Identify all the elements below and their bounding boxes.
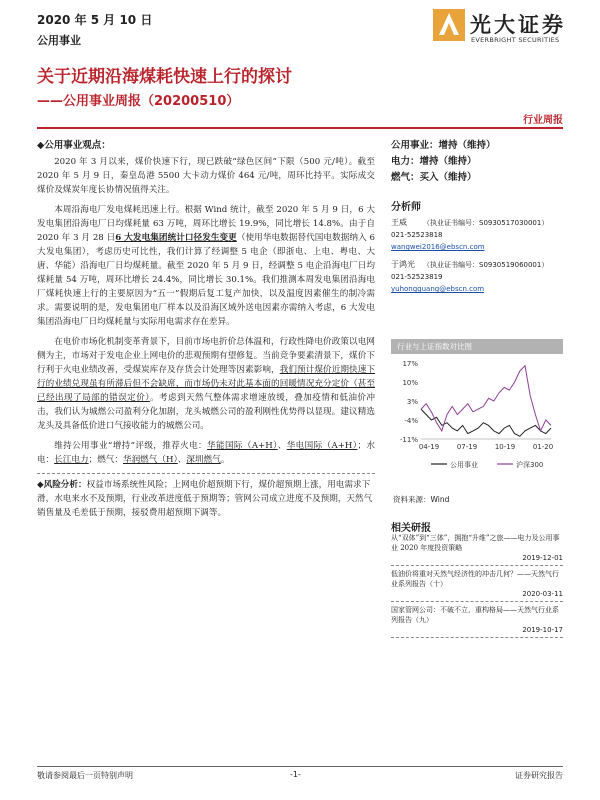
y-tick-label: -4%: [404, 417, 418, 425]
analyst-phone: 021-52523818: [391, 231, 443, 239]
rating-sector: 燃气: [391, 172, 411, 183]
y-tick-label: 3%: [406, 398, 418, 406]
rating-sector: 公用事业: [391, 140, 430, 151]
analyst-name: 王威: [391, 218, 407, 227]
p3-text-a: 在电价市场化机制变革背景下，目前市场电折价总体温和，行政性降电价政策以电网侧为主，市场对于发电企业上网电价的悲观预期有望修复。当前竞争要素清景下，煤价下行利于火电业绩改善，受煤炭库存及存货会计处理等因素影响，: [37, 337, 375, 375]
p3-text-emphasis: 我们预计煤价近期快速下行的业绩兑现虽有所滞后但不会缺席，而市场仍未对此基本面的回暖情况充分定价（甚至已经出现了局部的错误定价）: [37, 365, 375, 403]
p2-text-emphasis: 6 大发电集团统计口径发生变更: [115, 233, 237, 243]
report-sector: 公用事业: [37, 34, 81, 47]
paragraph-recommendation: [37, 439, 375, 467]
logo-text: 光大证券: [470, 12, 566, 37]
related-report-date: 2020-03-11: [391, 589, 563, 602]
chart-title: 行业与上证指数对比图: [391, 339, 563, 354]
analyst-entry: [391, 217, 563, 229]
related-report-title[interactable]: 国家管网公司：不破不立，重构格局——天然气行业系列报告（九）: [391, 606, 559, 624]
p4-text-b: ；水电：: [37, 441, 375, 465]
section-heading: ◆公用事业观点：: [37, 140, 111, 151]
legend-label: 公用事业: [450, 461, 478, 469]
analyst-cert: （执业证书编号：S0930517030001）: [423, 219, 549, 227]
analyst-name: 于鸿光: [391, 260, 415, 269]
related-report-title[interactable]: 从“双体”到“三体”，拥抱“升维”之旅——电力及公用事业 2020 年度投资策略: [391, 534, 560, 552]
footer-disclaimer: 敬请参阅最后一页特别声明: [37, 771, 133, 780]
rating-sector: 电力: [391, 156, 411, 167]
related-report-date: 2019-10-17: [391, 625, 563, 638]
analyst-email[interactable]: yuhongguang@ebscn.com: [391, 285, 485, 293]
analyst-heading: 分析师: [391, 202, 421, 213]
y-tick-label: 10%: [402, 379, 418, 387]
analyst-entry: [391, 259, 563, 271]
legend-label: 沪深300: [516, 461, 544, 469]
chart-source: 资料来源：Wind: [393, 495, 450, 504]
paragraph-coal-consumption: [37, 203, 375, 329]
stock-link[interactable]: 深圳燃气: [186, 455, 221, 465]
x-tick-label: 01-20: [532, 443, 554, 451]
page-title: 关于近期沿海煤耗快速上行的探讨: [37, 67, 292, 87]
main-body: [37, 135, 375, 520]
risk-label: ◆风险分析：: [37, 480, 87, 490]
risk-text: 权益市场系统性风险；上网电价超预期下行，煤价超预期上涨，用电需求下滑，水电来水不及预期，行业改革进度低于预期等；管网公司成立进度不及预期，天然气销售量及毛差低于预期，接驳费用超预期下调等。: [37, 480, 373, 518]
risk-analysis: [37, 473, 375, 520]
rating-value: 买入（维持）: [419, 172, 477, 183]
paragraph-coal-price: 2020 年 3 月以来，煤价快速下行，现已跌破“绿色区间”下限（500 元/吨）。截至 2020 年 5 月 9 日，秦皇岛港 5500 大卡动力煤价 464 元/吨，周环比持平。实际成交煤价及煤炭年度长协情况值得关注。: [37, 157, 375, 195]
rating-row: 电力：增持（维持）: [391, 156, 477, 167]
rating-row: 公用事业：增持（维持）: [391, 140, 496, 151]
related-heading: 相关研报: [391, 523, 431, 534]
p4-text-a: 维持公用事业“增持”评级，推荐火电：: [54, 441, 208, 451]
x-tick-label: 04-19: [418, 443, 440, 451]
logo-subtext: EVERBRIGHT SECURITIES: [471, 36, 560, 44]
comparison-chart: [391, 357, 563, 482]
analyst-cert: （执业证书编号：S0930519060001）: [423, 261, 549, 269]
page-number: -1-: [290, 770, 301, 779]
p4-sep: 、: [277, 441, 287, 451]
logo-icon: [431, 7, 467, 43]
p4-sep: 、: [177, 455, 187, 465]
related-report-date: 2019-12-01: [391, 553, 563, 566]
stock-link[interactable]: 华能国际（A+H）: [207, 441, 278, 451]
footer-divider: [37, 766, 563, 767]
report-type: 行业周报: [523, 115, 563, 126]
x-tick-label: 07-19: [456, 443, 478, 451]
analyst-email[interactable]: wangwei2016@ebscn.com: [391, 243, 485, 251]
related-list: [391, 533, 563, 641]
rating-row: 燃气：买入（维持）: [391, 172, 477, 183]
paragraph-market-view: [37, 335, 375, 433]
related-report-title[interactable]: 低油价将重对天然气经济性的冲击几何？——天然气行业系列报告（十）: [391, 570, 559, 588]
series-line: [421, 409, 551, 436]
report-date: 2020 年 5 月 10 日: [37, 13, 153, 27]
stock-link[interactable]: 华电国际（A+H）: [286, 441, 358, 451]
rating-value: 增持（维持）: [419, 156, 477, 167]
y-tick-label: 17%: [402, 360, 418, 368]
stock-link[interactable]: 华润燃气（H）: [122, 455, 178, 465]
header-divider: [37, 127, 563, 129]
y-tick-label: -11%: [399, 436, 418, 444]
p3-text-c: 。考虑到天然气整体需求增速放缓，叠加疫情和低油价冲击，我们认为城燃公司盈利分化加剧，龙头城燃公司的盈利刚性优势得以显现。建议精选龙头及具备低价进口气接收能力的城燃公司。: [37, 393, 375, 431]
page-subtitle: ——公用事业周报（20200510）: [37, 94, 240, 109]
sidebar: [391, 138, 563, 295]
series-line: [421, 366, 551, 431]
p2-text-a: 本周沿海电厂发电煤耗迅速上行。根据 Wind 统计，截至 2020 年 5 月 9 日，6 大发电集团沿海电厂日均煤耗量 63 万吨，周环比增长 19.9%，同比增长 14.8%。由于自 2020 年 3 月 28 日: [37, 205, 375, 243]
p2-text-c: （使用华电数据替代国电数据纳入 6 大发电集团），考虑历史可比性，我们计算了经调整 5 电企（即浙电、上电、粤电、大唐、华能）沿海电厂日均煤耗量。截至 2020 年 5 月 9 日，经调整 5 电企沿海电厂日均煤耗量 54 万吨，周环比增长 24.4%，同比增长 30.1%。我们推测本周发电集团沿海电厂煤耗快速上行的主要原因为“五一”假期后复工复产加快，以及温度因素催生的制冷需求。需要说明的是，发电集团电厂样本以及沿海区域外送电因素亦需纳入考虑，6 大发电集团沿海电厂日均煤耗量与实际用电需求存在差异。: [37, 233, 375, 327]
analyst-phone: 021-52523819: [391, 273, 443, 281]
p4-text-c: ；燃气：: [88, 455, 123, 465]
p4-text-d: 。: [220, 455, 230, 465]
x-tick-label: 10-19: [494, 443, 516, 451]
stock-link[interactable]: 长江电力: [54, 455, 89, 465]
footer-label: 证券研究报告: [515, 771, 563, 780]
rating-value: 增持（维持）: [438, 140, 496, 151]
